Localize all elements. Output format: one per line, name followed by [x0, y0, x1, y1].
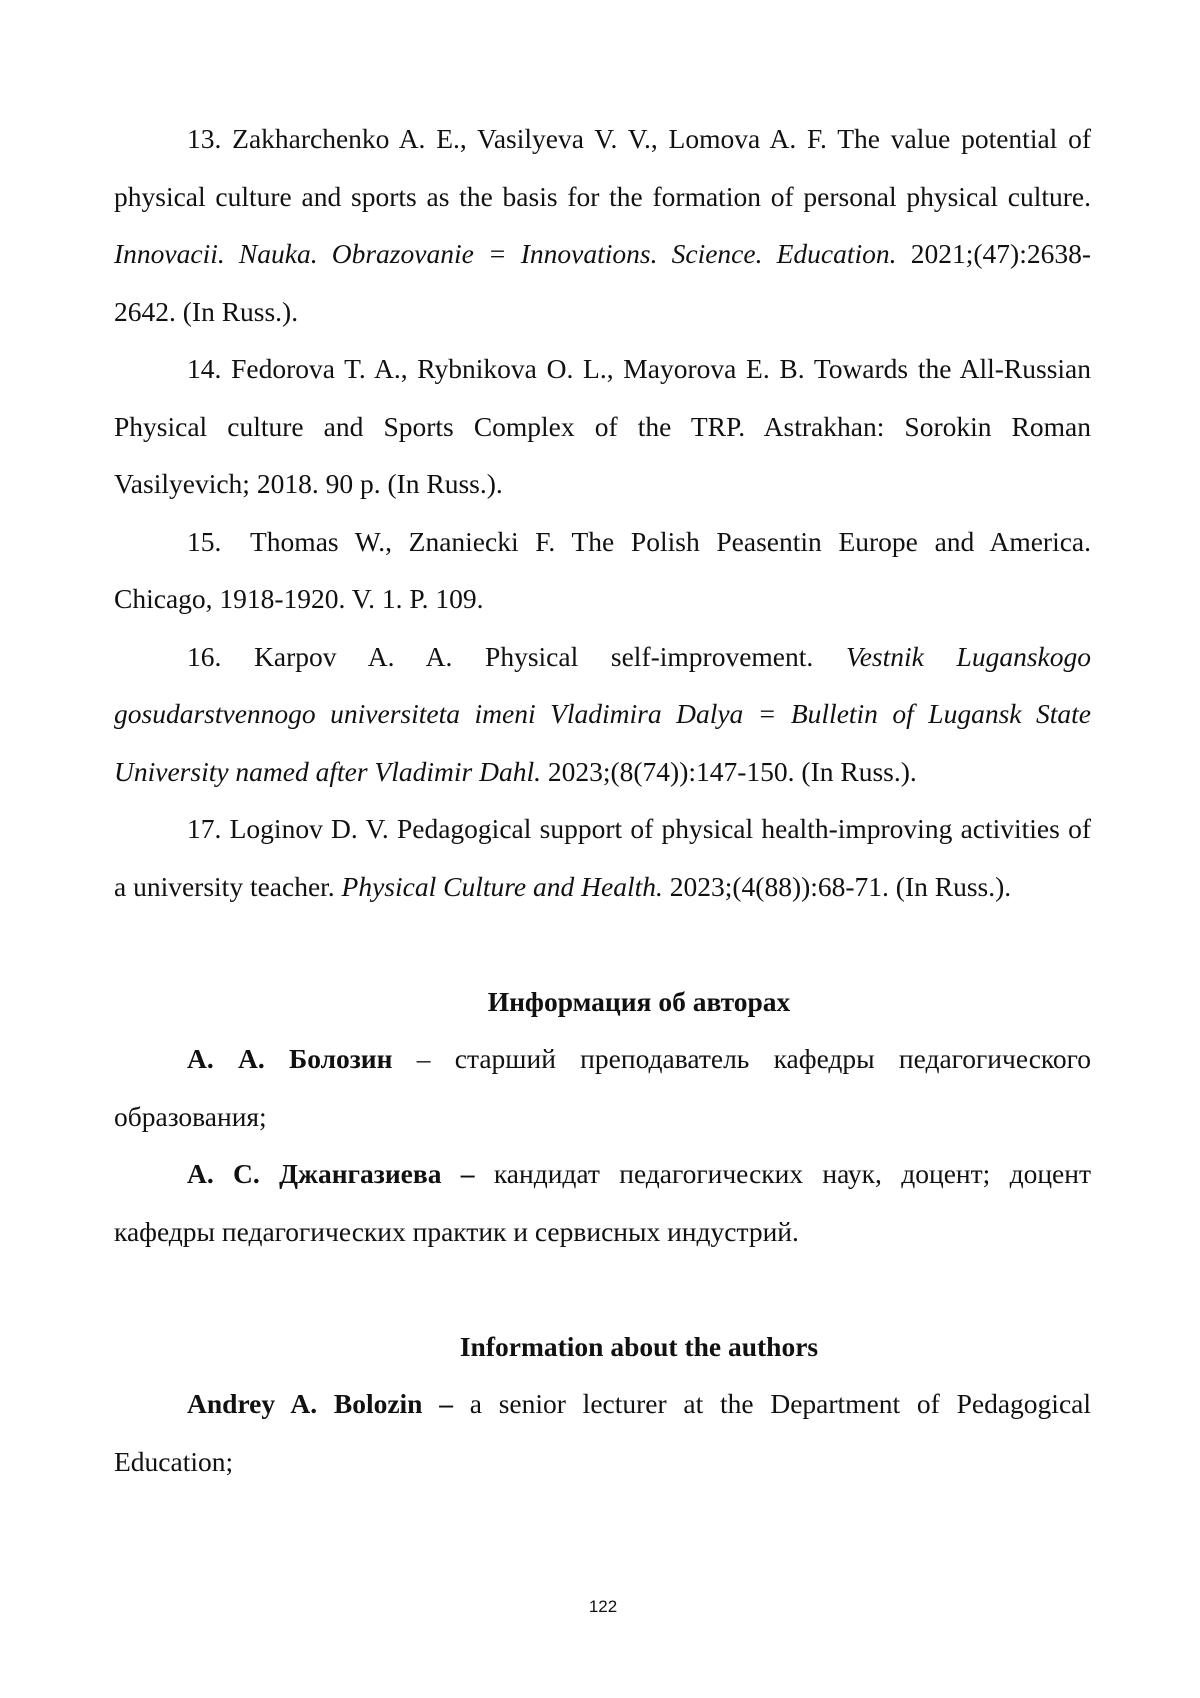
- authors-heading-ru: Информация об авторах: [487, 985, 791, 1017]
- reference-14: [114, 340, 1091, 513]
- ref-journal: Innovacii. Nauka. Obrazovanie = Innovations. Science. Education.: [114, 238, 897, 269]
- ref-text: Fedorova T. A., Rybnikova O. L., Mayorova E. B. Towards the All-Russian Physical culture and Sports Complex of the TRP. Astrakhan: Sorokin Roman Vasilyevich; 2018. 90 p. (In Russ.).: [114, 353, 1092, 499]
- ref-number: 15.: [187, 525, 222, 557]
- ref-number: 16.: [187, 640, 222, 672]
- ref-details: 2023;(8(74)):147-150. (In Russ.).: [540, 755, 917, 787]
- ref-details: 2021;(47):2638-2642. (In Russ.).: [114, 238, 1091, 327]
- ref-text: Loginov D. V. Pedagogical support of physical health-improving activities of a university teacher.: [114, 813, 1091, 902]
- document-page: [114, 110, 1091, 1490]
- authors-heading-en: Information about the authors: [459, 1330, 819, 1362]
- ref-journal: Vestnik Luganskogo gosudarstvennogo universiteta imeni Vladimira Dalya = Bulletin of Lugansk State University named after Vladimir Dahl.: [114, 640, 1092, 787]
- author-name: Andrey A. Bolozin –: [187, 1388, 453, 1419]
- reference-17: [114, 800, 1091, 915]
- ref-text: Thomas W., Znaniecki F. The Polish Peasentin Europe and America. Chicago, 1918-1920. V. 1. P. 109.: [114, 525, 1091, 614]
- ref-journal: Physical Culture and Health.: [341, 870, 663, 902]
- ref-number: 17.: [187, 813, 222, 844]
- reference-16: [114, 628, 1091, 801]
- reference-13: [114, 110, 1091, 340]
- author-ru-1: [114, 1030, 1091, 1145]
- ref-number: 14.: [187, 353, 222, 384]
- ref-text: Zakharchenko A. E., Vasilyeva V. V., Lomova A. F. The value potential of physical culture and sports as the basis for the formation of personal physical culture.: [114, 123, 1091, 212]
- author-name: А. С. Джангазиева –: [187, 1158, 475, 1189]
- author-info: – старший преподаватель кафедры педагогического образования;: [114, 1043, 1091, 1132]
- page-number: 122: [588, 1597, 618, 1616]
- author-info: кандидат педагогических наук, доцент; доцент кафедры педагогических практик и сервисных индустрий.: [114, 1158, 1091, 1247]
- ref-details: 2023;(4(88)):68-71. (In Russ.).: [662, 870, 1012, 902]
- reference-15: [114, 513, 1091, 628]
- author-en-1: [114, 1375, 1091, 1490]
- ref-number: 13.: [187, 123, 222, 154]
- author-ru-2: [114, 1145, 1091, 1260]
- author-info: a senior lecturer at the Department of Pedagogical Education;: [114, 1388, 1091, 1477]
- author-name: А. А. Болозин: [187, 1043, 393, 1074]
- ref-text: Karpov A. A. Physical self-improvement.: [254, 640, 846, 672]
